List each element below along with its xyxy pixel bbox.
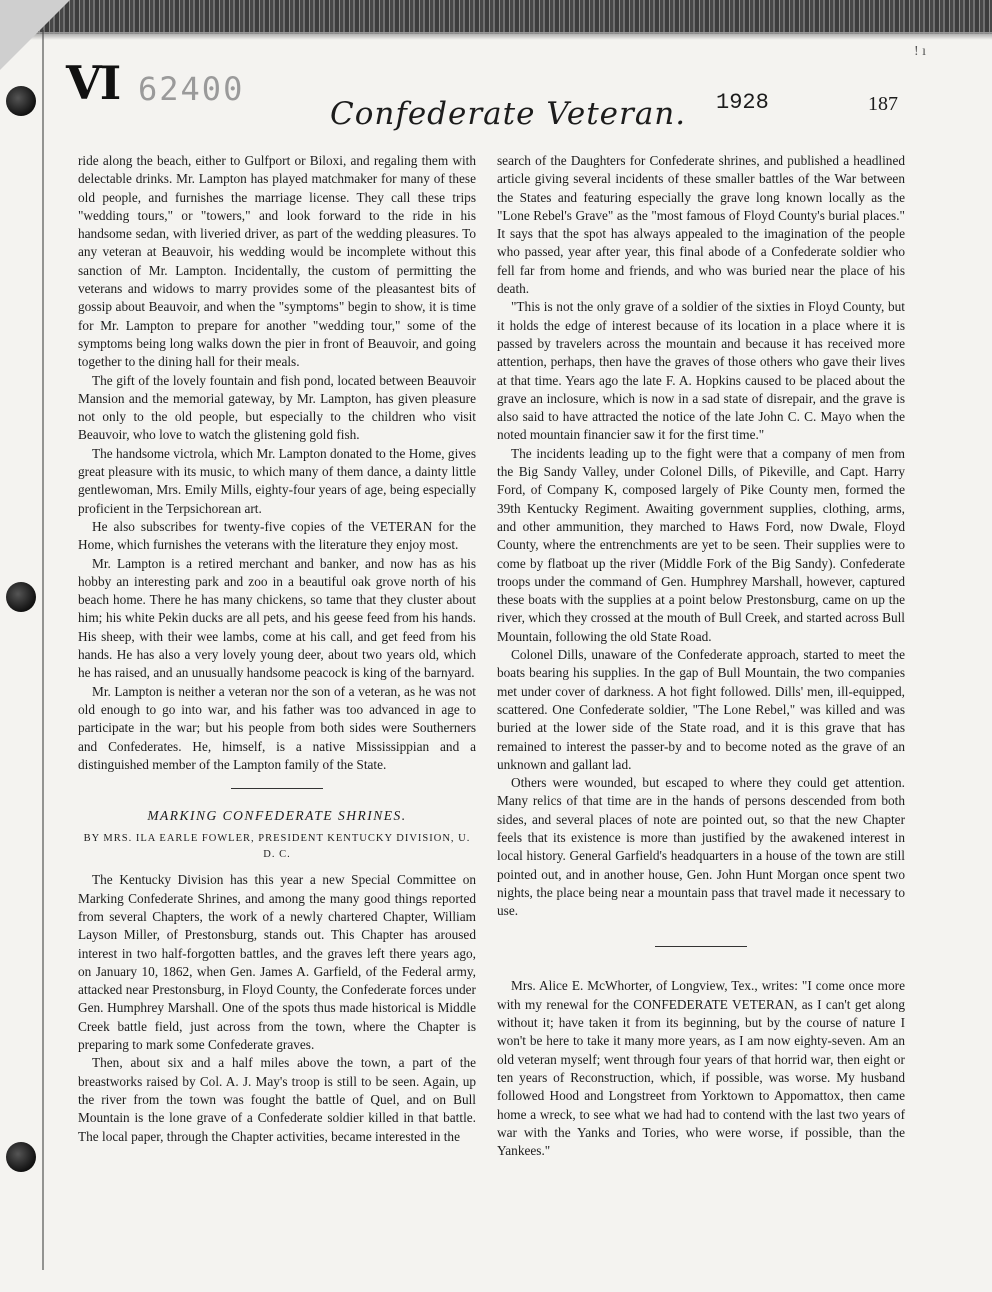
paragraph: The Kentucky Division has this year a new Special Committee on Marking Confederate Shrines, and among the many good things reported from several Chapters, the work of a newly chartered Chapter, William Layson Miller, of Prestonsburg, stands out. This Chapter has aroused interest in two half-forgotten battles, and the graves left there years ago, on January 10, 1862, when Gen. James A. Garfield, of the Federal army, attacked near Prestonsburg, in Floyd County, the Confederate forces under Gen. Humphrey Marshall. One of the spots thus made historical is Middle Creek battle field, just across from the town, where the Chapter is preparing to mark some Confederate graves. <box>78 872 476 1053</box>
archive-number-stamp: 62400 <box>138 70 245 108</box>
paragraph: ride along the beach, either to Gulfport or Biloxi, and regaling them with delectable drinks. Mr. Lampton has played matchmaker for many of these old people, and furnishes the marriage license. They call these trips "wedding tours," or "towers," and look forward to the ride in his handsome sedan, with liveried driver, as part of the wedding pleasures. To any veteran at Beauvoir, his wedding would be incomplete without this sanction of Mr. Lampton. Incidentally, the custom of permitting the veterans and widows to marry provides some of the pleasantest bits of gossip about Beauvoir, and when the "symptoms" begin to show, it is time for Mr. Lampton to prepare for another "wedding tour," some of the symptoms being long walks down the pier in front of Beauvoir, and going together to the dining hall for their meals. <box>78 153 476 370</box>
edge-marks: ! ı <box>914 44 927 59</box>
scan-top-edge <box>0 0 992 34</box>
paragraph: Colonel Dills, unaware of the Confederate approach, started to meet the boats bearing his supplies. In the gap of Bull Mountain, the two companies met under cover of darkness. A hot fight followed. Dills' men, ill-equipped, scattered. One Confederate soldier, "The Lone Rebel," was killed and was buried at the lower side of the State road, and it is this grave that has remained to interest the passer-by and to become noted as the grave of an unknown and gallant lad. <box>497 647 905 772</box>
paragraph: The incidents leading up to the fight were that a company of men from the Big Sandy Valley, under Colonel Dills, of Pikeville, and Capt. Harry Ford, of Company K, composed largely of Pike County men, formed the 39th Kentucky Regiment. Awaiting government supplies, clothing, arms, and other ammunition, they marched to Haws Ford, now Dwale, Floyd County, where the entrenchments are yet to be seen. Their supplies were to come by flatboat up the river (Middle Fork of the Big Sandy). Confederate troops under the command of Gen. Humphrey Marshall, however, captured these boats with the supplies at a point below Prestonsburg, came on up the river, which they crossed at the mouth of Bull Creek, and started across Bull Mountain, following the old State Road. <box>497 445 905 644</box>
section-divider <box>655 946 747 947</box>
binder-hole-icon <box>6 582 36 612</box>
paragraph: "This is not the only grave of a soldier of the sixties in Floyd County, but it holds the edge of interest because of its location in a place where it is passed by travelers across the mountain and because it has received more attention, perhaps, then have the graves of those others who gave their lives at that time. Years ago the late F. A. Hopkins caused to be placed about the grave an inclosure, which is now in a sad state of disrepair, and the grave is also said to have attracted the notice of the late John C. C. Mayo when the noted mountain financier saw it for the first time." <box>497 299 905 443</box>
left-column <box>78 152 476 1146</box>
paragraph: Mr. Lampton is a retired merchant and banker, and now has as his hobby an interesting park and zoo in a beautiful oak grove north of his beach home. There he has many chickens, so tame that they cluster about him; his white Pekin ducks are all pets, and his geese feed from his hands. His sheep, with their wee lambs, come at his call, and get feed from his hands. He has also a very lovely young deer, about two years old, which he has raised, and an unusually handsome peacock is king of the barnyard. <box>78 555 476 681</box>
issue-year: 1928 <box>716 90 769 115</box>
binder-hole-icon <box>6 1142 36 1172</box>
binder-hole-icon <box>6 86 36 116</box>
paragraph: The handsome victrola, which Mr. Lampton donated to the Home, gives great pleasure with its music, to which many of them dance, a dainty little gentlewoman, Mrs. Emily Mills, eighty-four years of age, being especially proficient in the Terpsichorean art. <box>78 445 476 516</box>
page-edge-line <box>42 30 44 1270</box>
letter-paragraph: Mrs. Alice E. McWhorter, of Longview, Tex., writes: "I come once more with my renewal for the CONFEDERATE VETERAN, as I can't get along without it; have taken it from its beginning, but by the course of nature I won't be here to take it many more years, as I am now eighty-seven. Am an old veteran myself; went through four years of that horrid war, then eight or ten years of Reconstruction, which, if possible, was worse. My husband followed Hood and Longstreet from Yorktown to Appomattox, then came home a wreck, to see what we had had to contend with the last two years of war with the Yanks and Tories, who were worse, if possible, than the Yankees." <box>497 978 905 1159</box>
folded-corner <box>0 0 70 70</box>
right-column <box>497 152 905 1160</box>
section-divider <box>231 788 323 789</box>
paragraph: search of the Daughters for Confederate shrines, and published a headlined article giving several incidents of these smaller battles of the War between the States and featuring especially the grave long known locally as the "Lone Rebel's Grave" as the "most famous of Floyd County's burial places." It says that the spot has always appealed to the imagination of the people who passed, year after year, this final abode of a Confederate soldier who fell far from home and friends, and who was buried near the place of his death. <box>497 153 905 297</box>
byline: BY MRS. ILA EARLE FOWLER, PRESIDENT KENTUCKY DIVISION, U. D. C. <box>83 833 471 861</box>
paragraph: He also subscribes for twenty-five copies of the VETERAN for the Home, which furnishes the veterans with the literature they enjoy most. <box>78 518 476 553</box>
paragraph: Mr. Lampton is neither a veteran nor the son of a veteran, as he was not old enough to go into war, and his father was too advanced in age to participate in the war; but his people from both sides were Southerners and Confederates. He, himself, is a native Mississippian and a distinguished member of the Lampton family of the State. <box>78 683 476 772</box>
masthead-title: Confederate Veteran. <box>330 96 687 132</box>
paragraph: Others were wounded, but escaped to where they could get attention. Many relics of that time are in the hands of persons descended from both sides, and several places of note are pointed out, so that the new Chapter feels that its existence is more than justified by the awakened interest in local history. General Garfield's headquarters in a house of the town are still pointed out, and in another house, Gen. John Hunt Morgan once spent two nights, the place being near a mountain pass that travel made it necessary to use. <box>497 775 905 919</box>
volume-stamp: VI <box>66 56 120 110</box>
section-heading: MARKING CONFEDERATE SHRINES. <box>147 808 407 824</box>
paragraph: Then, about six and a half miles above the town, a part of the breastworks raised by Col. A. J. May's troop is still to be seen. Again, up the river from the town was fought the battle of Quel, and on Bull Mountain is the lone grave of a Confederate soldier killed in that battle. The local paper, through the Chapter activities, became interested in the <box>78 1055 476 1144</box>
page-number: 187 <box>868 93 898 115</box>
paragraph: The gift of the lovely fountain and fish pond, located between Beauvoir Mansion and the memorial gateway, by Mr. Lampton, has given pleasure not only to the old people, but especially to the children who visit Beauvoir, who love to watch the glistening gold fish. <box>78 372 476 443</box>
